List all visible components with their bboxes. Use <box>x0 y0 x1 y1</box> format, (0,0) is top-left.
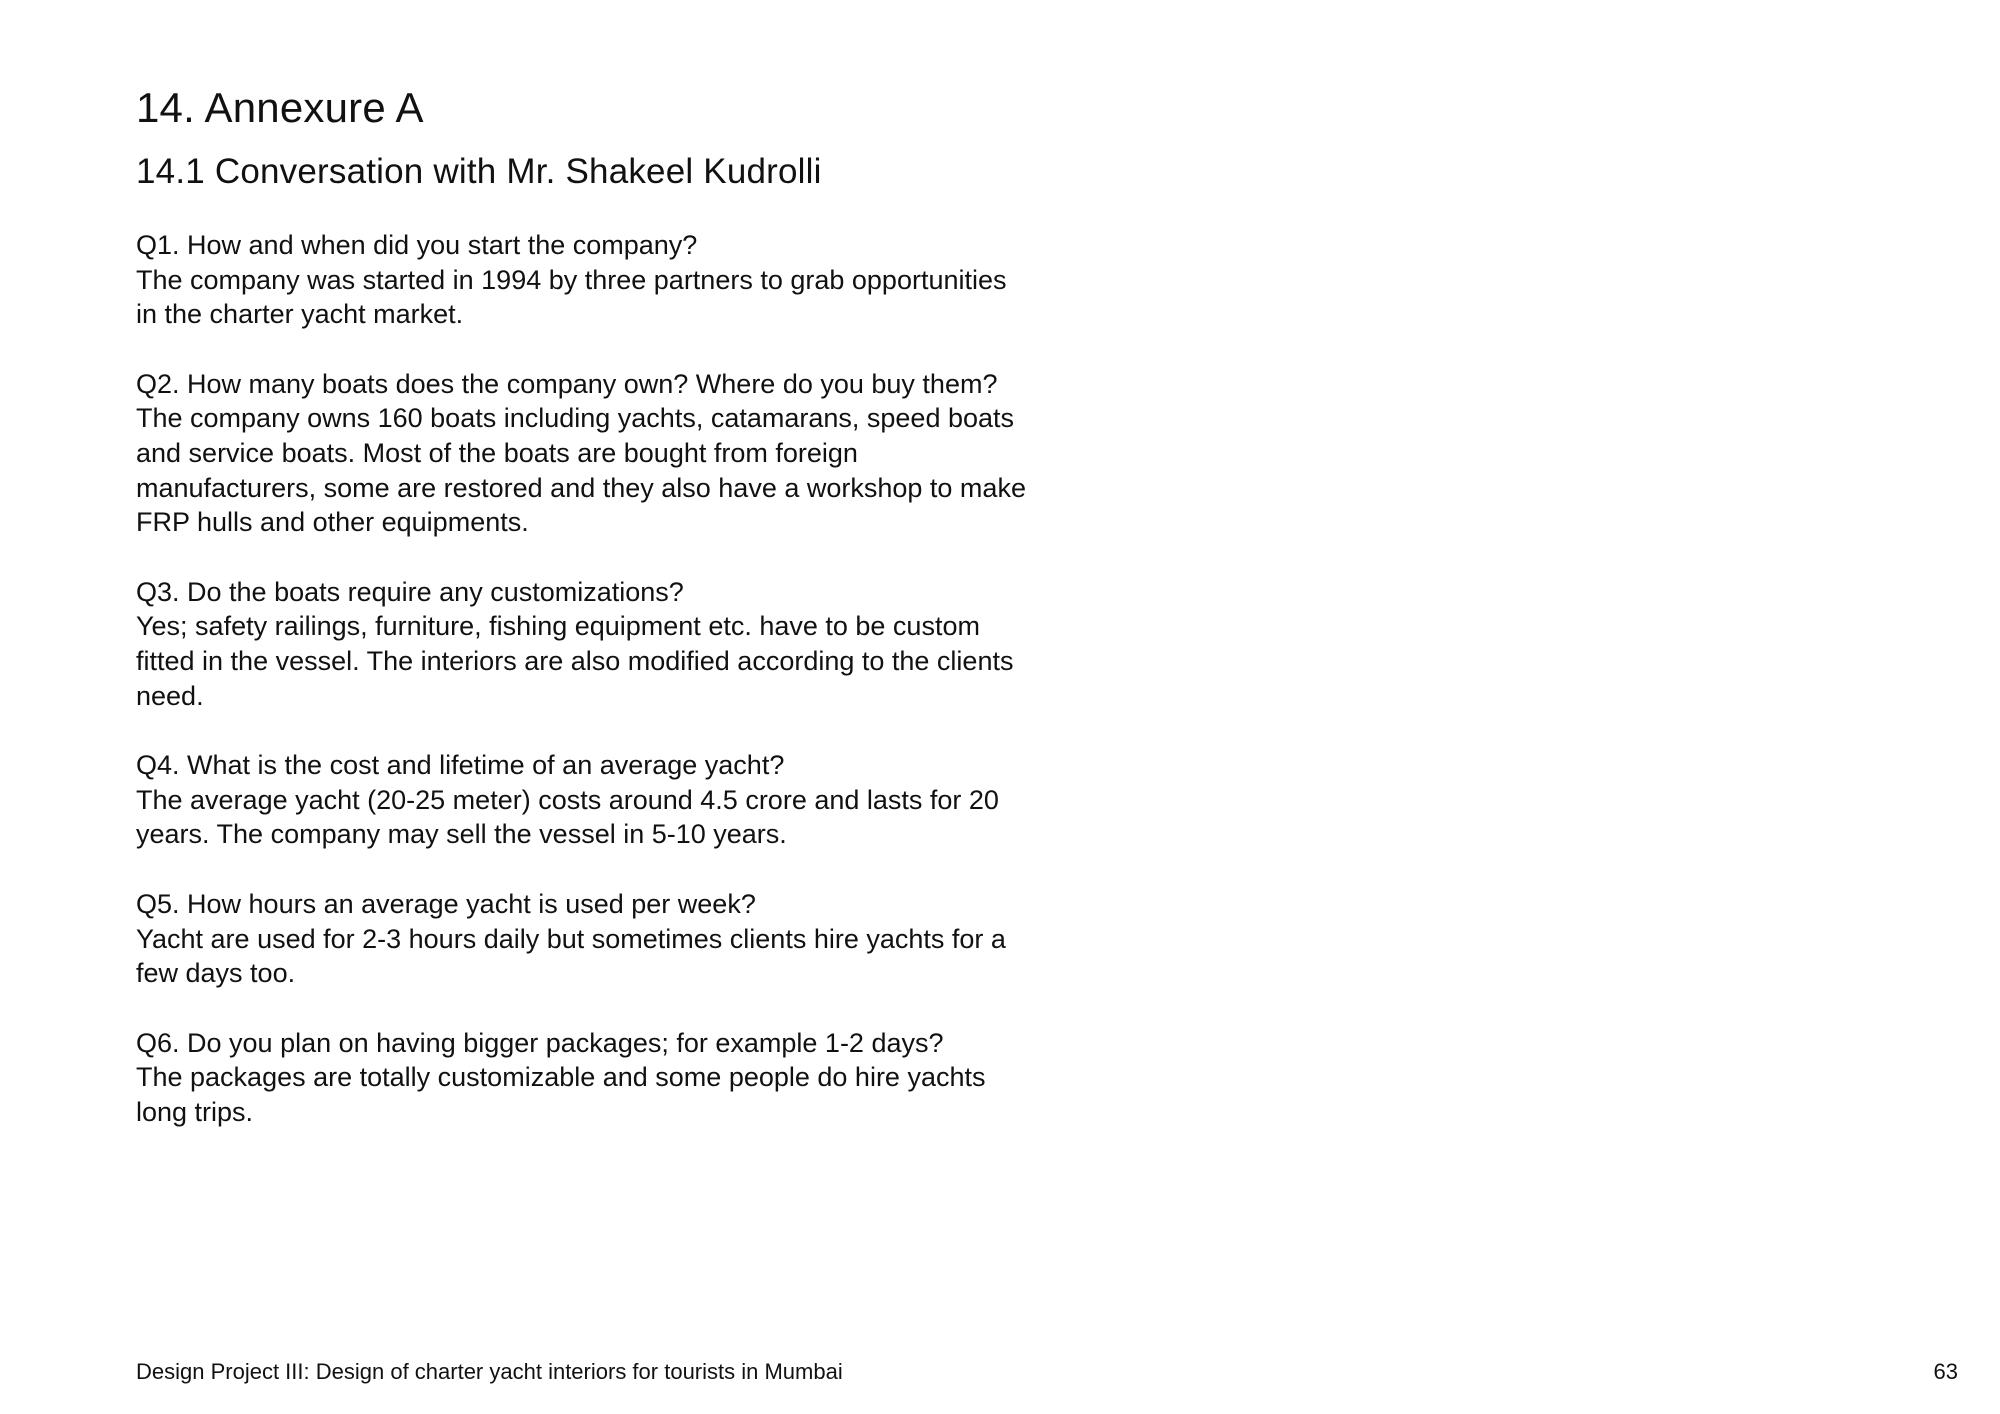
answer-2: The company owns 160 boats including yachts, catamarans, speed boats and service boats. Most of the boats are bought from foreign manufacturers, some are restored and they also have a workshop to make FRP hulls and other equipments. <box>136 403 1026 538</box>
qa-item-6 <box>136 1026 1026 1130</box>
question-1: Q1. How and when did you start the company? <box>136 230 698 260</box>
answer-5: Yacht are used for 2-3 hours daily but sometimes clients hire yachts for a few days too. <box>136 923 1006 989</box>
question-6: Q6. Do you plan on having bigger packages; for example 1-2 days? <box>136 1027 944 1058</box>
page-content <box>136 78 1036 1164</box>
question-5: Q5. How hours an average yacht is used per week? <box>136 888 756 919</box>
footer-title: Design Project III: Design of charter yacht interiors for tourists in Mumbai <box>136 1359 843 1384</box>
qa-item-5 <box>136 887 1026 991</box>
qa-item-2 <box>136 367 1026 540</box>
page-number: 63 <box>1933 1359 1958 1384</box>
answer-3: Yes; safety railings, furniture, fishing equipment etc. have to be custom fitted in the vessel. The interiors are also modified according to the clients need. <box>136 611 1014 711</box>
answer-1: The company was started in 1994 by three partners to grab opportunities in the charter yacht market. <box>136 264 1007 330</box>
question-4: Q4. What is the cost and lifetime of an average yacht? <box>136 750 785 781</box>
question-3: Q3. Do the boats require any customizations? <box>136 576 684 607</box>
qa-item-1 <box>136 228 1026 332</box>
subsection-title: 14.1 Conversation with Mr. Shakeel Kudrolli <box>136 152 822 191</box>
question-2: Q2. How many boats does the company own? Where do you buy them? <box>136 368 998 399</box>
qa-item-4 <box>136 748 1026 852</box>
section-title: 14. Annexure A <box>136 84 424 131</box>
answer-4: The average yacht (20-25 meter) costs around 4.5 crore and lasts for 20 years. The company may sell the vessel in 5-10 years. <box>136 784 999 850</box>
answer-6: The packages are totally customizable and some people do hire yachts long trips. <box>136 1062 986 1127</box>
qa-list <box>136 228 1036 1129</box>
qa-item-3 <box>136 575 1026 713</box>
